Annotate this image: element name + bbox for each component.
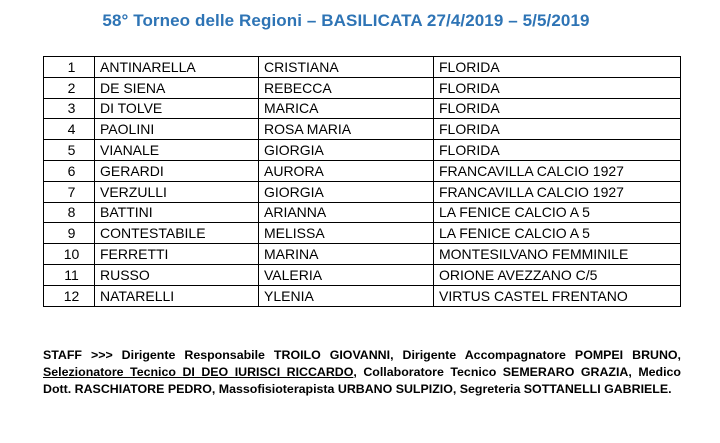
player-surname-cell: PAOLINI	[95, 119, 259, 140]
table-row	[44, 264, 681, 285]
player-number-cell: 8	[44, 202, 95, 223]
player-name-cell: CRISTIANA	[259, 57, 434, 78]
table-row	[44, 119, 681, 140]
table-row	[44, 181, 681, 202]
player-name-cell: MELISSA	[259, 223, 434, 244]
player-club-cell: FLORIDA	[434, 119, 681, 140]
player-surname-cell: NATARELLI	[95, 285, 259, 306]
document-title: 58° Torneo delle Regioni – BASILICATA 27/4/2019 – 5/5/2019	[102, 11, 590, 30]
player-number-cell: 6	[44, 160, 95, 181]
staff-text-underlined: Selezionatore Tecnico DI DEO IURISCI RICCARDO	[43, 365, 354, 380]
player-surname-cell: BATTINI	[95, 202, 259, 223]
table-row	[44, 202, 681, 223]
player-surname-cell: DI TOLVE	[95, 98, 259, 119]
staff-text-part1: STAFF >>> Dirigente Responsabile TROILO GIOVANNI, Dirigente Accompagnatore POMPEI BRUNO,	[43, 348, 681, 362]
player-name-cell: YLENIA	[259, 285, 434, 306]
player-number-cell: 7	[44, 181, 95, 202]
player-number-cell: 9	[44, 223, 95, 244]
player-club-cell: FLORIDA	[434, 98, 681, 119]
staff-paragraph	[43, 347, 681, 399]
player-name-cell: GIORGIA	[259, 181, 434, 202]
player-club-cell: LA FENICE CALCIO A 5	[434, 223, 681, 244]
table-row	[44, 223, 681, 244]
staff-text-part2: , Collaboratore Tecnico SEMERARO GRAZIA, Medico Dott. RASCHIATORE PEDRO, Massofisioterapista URBANO SULPIZIO, Segreteria SOTTANELLI GABRIELE.	[43, 365, 682, 397]
table-row	[44, 244, 681, 265]
player-number-cell: 3	[44, 98, 95, 119]
player-club-cell: FRANCAVILLA CALCIO 1927	[434, 181, 681, 202]
player-number-cell: 1	[44, 57, 95, 78]
player-surname-cell: RUSSO	[95, 264, 259, 285]
player-number-cell: 5	[44, 140, 95, 161]
table-row	[44, 77, 681, 98]
player-club-cell: LA FENICE CALCIO A 5	[434, 202, 681, 223]
table-row	[44, 140, 681, 161]
player-club-cell: MONTESILVANO FEMMINILE	[434, 244, 681, 265]
player-club-cell: FLORIDA	[434, 140, 681, 161]
player-name-cell: REBECCA	[259, 77, 434, 98]
table-row	[44, 285, 681, 306]
player-surname-cell: CONTESTABILE	[95, 223, 259, 244]
player-number-cell: 10	[44, 244, 95, 265]
player-surname-cell: GERARDI	[95, 160, 259, 181]
table-row	[44, 57, 681, 78]
player-name-cell: GIORGIA	[259, 140, 434, 161]
player-surname-cell: VERZULLI	[95, 181, 259, 202]
player-name-cell: AURORA	[259, 160, 434, 181]
player-number-cell: 12	[44, 285, 95, 306]
player-name-cell: MARINA	[259, 244, 434, 265]
player-club-cell: VIRTUS CASTEL FRENTANO	[434, 285, 681, 306]
player-surname-cell: DE SIENA	[95, 77, 259, 98]
player-club-cell: FRANCAVILLA CALCIO 1927	[434, 160, 681, 181]
player-name-cell: VALERIA	[259, 264, 434, 285]
player-number-cell: 11	[44, 264, 95, 285]
roster-body	[44, 57, 681, 307]
player-club-cell: FLORIDA	[434, 57, 681, 78]
player-name-cell: ARIANNA	[259, 202, 434, 223]
table-row	[44, 98, 681, 119]
player-name-cell: MARICA	[259, 98, 434, 119]
player-surname-cell: VIANALE	[95, 140, 259, 161]
player-number-cell: 4	[44, 119, 95, 140]
table-row	[44, 160, 681, 181]
player-surname-cell: FERRETTI	[95, 244, 259, 265]
player-club-cell: FLORIDA	[434, 77, 681, 98]
player-number-cell: 2	[44, 77, 95, 98]
player-name-cell: ROSA MARIA	[259, 119, 434, 140]
roster-table	[43, 56, 681, 307]
player-club-cell: ORIONE AVEZZANO C/5	[434, 264, 681, 285]
player-surname-cell: ANTINARELLA	[95, 57, 259, 78]
